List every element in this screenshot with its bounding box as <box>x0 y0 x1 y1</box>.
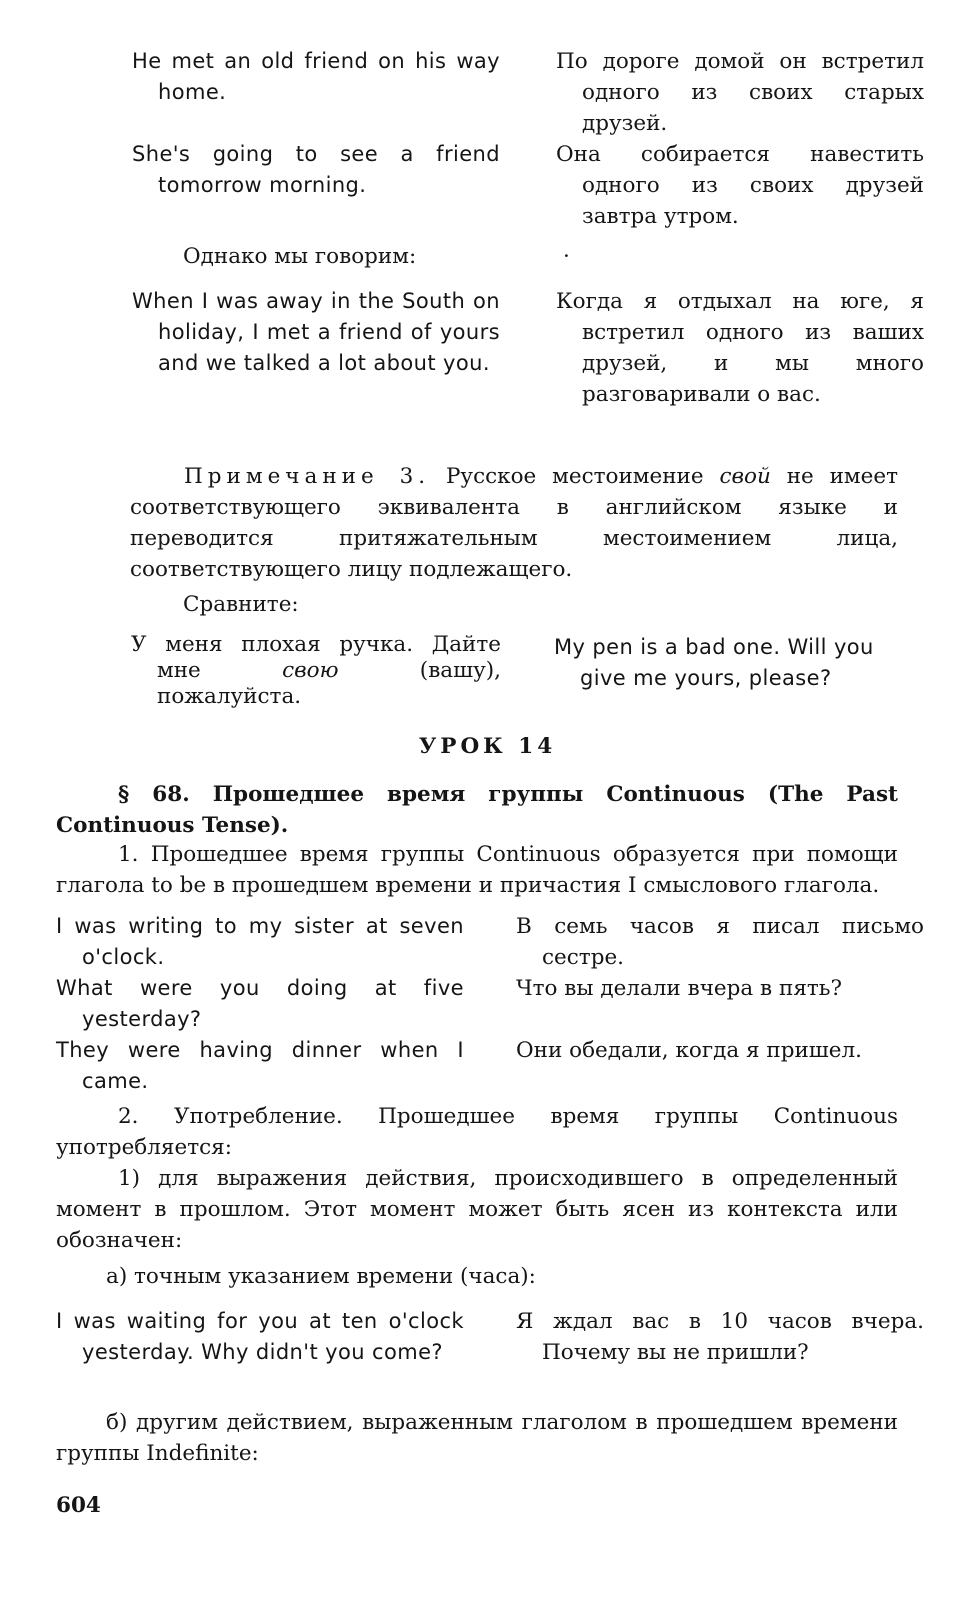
however-line: Однако мы говорим: <box>183 244 417 269</box>
note-label: Примечание 3. <box>184 464 431 489</box>
point-2: 2. Употребление. Прошедшее время группы Continuous употребляется: <box>56 1104 898 1160</box>
example-a-ru: Я ждал вас в 10 часов вчера. Почему вы не пришли? <box>516 1309 924 1365</box>
point-b: б) другим действием, выраженным глаголом в прошедшем времени группы Indefinite: <box>56 1410 898 1466</box>
example-en-3: When I was away in the South on holiday, I met a friend of yours and we talked a lot about you. <box>132 289 500 375</box>
example-ru-4 <box>131 632 501 710</box>
example-en-2: She's going to see a friend tomorrow morning. <box>132 142 500 197</box>
example1-en-1: I was writing to my sister at seven o'clock. <box>56 914 464 969</box>
note-text-before: Русское местоимение <box>430 464 720 489</box>
point-a: а) точным указанием времени (часа): <box>106 1264 536 1289</box>
example1-ru-1: В семь часов я писал письмо сестре. <box>516 914 924 970</box>
note-text-after: не имеет соответствующего эквивалента в английском языке и переводится притяжательным местоимением лица, соответствующего лицу подлежащего. <box>130 464 898 582</box>
ru4-word: свою <box>282 658 339 683</box>
note-3 <box>130 461 898 585</box>
example-ru-1: По дороге домой он встретил одного из своих старых друзей. <box>556 49 924 136</box>
example-ru-2: Она собирается навестить одного из своих друзей завтра утром. <box>556 142 924 229</box>
point-1: 1. Прошедшее время группы Continuous образуется при помощи глагола to be в прошедшем времени и причастия I смыслового глагола. <box>56 842 898 898</box>
example1-ru-3: Они обедали, когда я пришел. <box>516 1038 863 1063</box>
example1-ru-2: Что вы делали вчера в пять? <box>516 976 843 1001</box>
section-heading: § 68. Прошедшее время группы Continuous (The Past Continuous Tense). <box>56 782 898 838</box>
example1-en-2: What were you doing at five yesterday? <box>56 976 464 1031</box>
ru4-before: У меня плохая ручка. Дайте мне <box>131 632 501 683</box>
stray-dot: · <box>563 244 570 269</box>
note-word: свой <box>719 464 771 489</box>
point-2-1: 1) для выражения действия, происходившего в определенный момент в прошлом. Этот момент может быть ясен из контекста или обозначен: <box>56 1166 898 1253</box>
example-en-1: He met an old friend on his way home. <box>132 49 500 104</box>
page-number: 604 <box>56 1493 101 1518</box>
ru4-after: (вашу), пожалуйста. <box>157 658 501 709</box>
example-en-4: My pen is a bad one. Will you give me yours, please? <box>554 635 874 690</box>
example-ru-3: Когда я отдыхал на юге, я встретил одного из ваших друзей, и мы много разговаривали о вас. <box>556 289 924 407</box>
compare-label: Сравните: <box>183 592 299 617</box>
example-a-en: I was waiting for you at ten o'clock yesterday. Why didn't you come? <box>56 1309 464 1364</box>
lesson-title: УРОК 14 <box>418 734 557 759</box>
example1-en-3: They were having dinner when I came. <box>56 1038 464 1093</box>
